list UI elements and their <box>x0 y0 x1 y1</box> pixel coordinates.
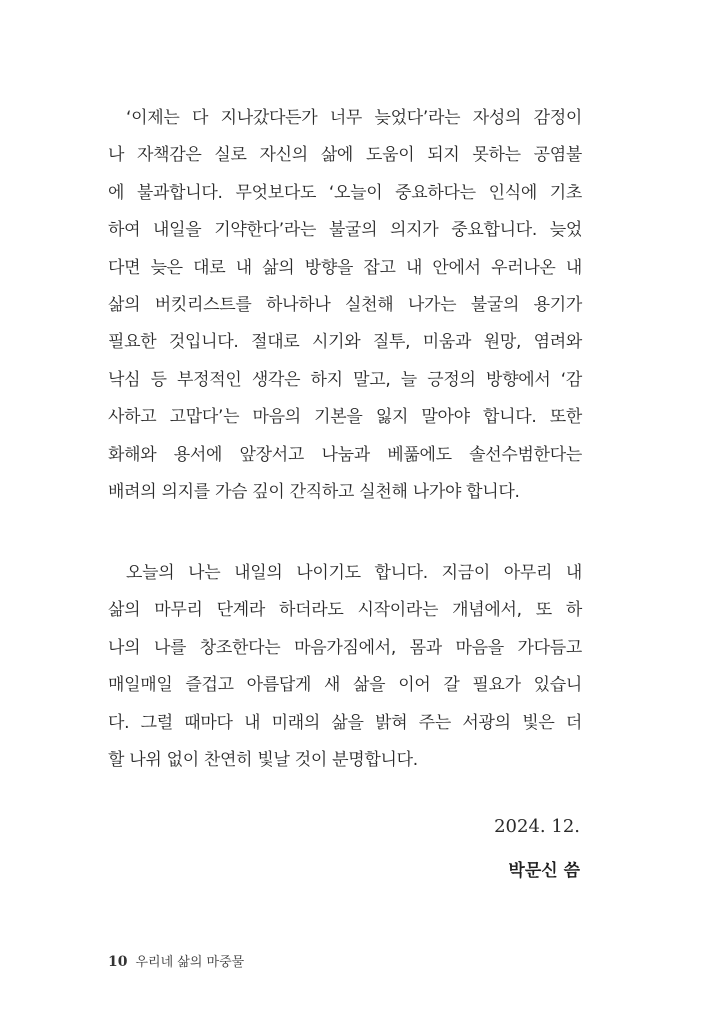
page-footer <box>108 951 244 970</box>
paragraph-line: 사하고 고맙다’는 마음의 기본을 잃지 말아야 합니다. 또한 <box>108 407 582 428</box>
body-paragraph-1 <box>108 100 582 511</box>
paragraph-line: 다면 늦은 대로 내 삶의 방향을 잡고 내 안에서 우러나온 내 <box>108 257 582 278</box>
paragraph-line: 삶의 마무리 단계라 하더라도 시작이라는 개념에서, 또 하 <box>108 600 582 621</box>
page-number: 10 <box>108 954 128 970</box>
paragraph-line: 배려의 의지를 가슴 깊이 간직하고 실천해 나가야 합니다. <box>108 481 520 502</box>
paragraph-line: 매일매일 즐겁고 아름답게 새 삶을 이어 갈 필요가 있습니 <box>108 675 582 696</box>
paragraph-line: ‘이제는 다 지나갔다든가 너무 늦었다’라는 자성의 감정이 <box>126 108 582 128</box>
paragraph-line: 필요한 것입니다. 절대로 시기와 질투, 미움과 원망, 염려와 <box>108 332 582 353</box>
running-book-title: 우리네 삶의 마중물 <box>135 955 245 970</box>
paragraph-line: 나 자책감은 실로 자신의 삶에 도움이 되지 못하는 공염불 <box>108 145 582 166</box>
body-paragraph-2 <box>108 555 582 779</box>
paragraph-line: 화해와 용서에 앞장서고 나눔과 베풂에도 솔선수범한다는 <box>108 444 582 465</box>
signature-date: 2024. 12. <box>494 816 580 837</box>
paragraph-line: 에 불과합니다. 무엇보다도 ‘오늘이 중요하다는 인식에 기초 <box>108 182 582 203</box>
paragraph-line: 낙심 등 부정적인 생각은 하지 말고, 늘 긍정의 방향에서 ‘감 <box>108 369 582 390</box>
paragraph-line: 삶의 버킷리스트를 하나하나 실천해 나가는 불굴의 용기가 <box>108 294 582 315</box>
paragraph-line: 할 나위 없이 찬연히 빛날 것이 분명합니다. <box>108 749 418 770</box>
paragraph-line: 오늘의 나는 내일의 나이기도 합니다. 지금이 아무리 내 <box>126 563 582 583</box>
signature-author: 박문신 씀 <box>508 861 580 881</box>
paragraph-line: 다. 그럴 때마다 내 미래의 삶을 밝혀 주는 서광의 빛은 더 <box>108 712 582 733</box>
paragraph-line: 하여 내일을 기약한다’라는 불굴의 의지가 중요합니다. 늦었 <box>108 220 582 241</box>
paragraph-line: 나의 나를 창조한다는 마음가짐에서, 몸과 마음을 가다듬고 <box>108 637 582 658</box>
